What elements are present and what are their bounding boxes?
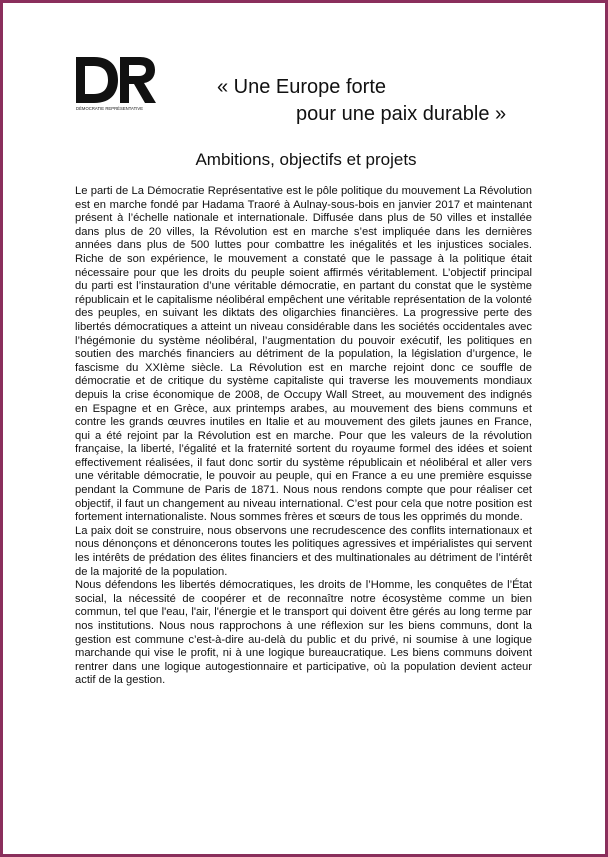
paragraph-1: Le parti de La Démocratie Représentative est le pôle politique du mouvement La Révolution est en marche fondé par Hadama Traoré à Aulnay-sous-bois en janvier 2017 et maintenant présent à l’échelle nationale et internationale. Diffusée dans plus de 50 villes et installée dans plus de 20 villes, la Révolution est en marche s’est impliquée dans les dernières années dans plus de 500 luttes pour combattre les inégalités et les injustices sociales. Riche de son expérience, le mouvement a constaté que le passage à la politique était nécessaire pour que les droits du peuple soient affirmés véritablement. L’objectif principal du parti est l’instauration d’une véritable démocratie, en partant du constat que le système républicain et le capitalisme néolibéral empêchent une véritable représentation de la volonté des peuples, en suivant les diktats des oligarchies financières. La progressive perte des libertés démocratiques a atteint un niveau considérable dans les sociétés occidentales avec l’hégémonie du système néolibéral, l’augmentation du pouvoir exécutif, les politiques en soutien des marchés financiers au détriment de la population, la législation d’urgence, le fascisme du XXIème siècle. La Révolution est en marche rejoint donc ce souffle de démocratie et de critique du système capitaliste qui traverse les mouvements mondiaux depuis la crise économique de 2008, de Occupy Wall Street, au mouvement des indignés en Espagne et en Grèce, aux printemps arabes, au mouvement des biens communs et contre les grands œuvres inutiles en Italie et au mouvement des gilets jaunes en France, qui a été rejoint par la Révolution est en marche. Pour que les valeurs de la révolution française, la liberté, l’égalité et la fraternité sortent du royaume formel des idées et soient effectivement réalisées, il faut donc sortir du système républicain et néolibéral et aller vers une véritable démocratie, le pouvoir au peuple, qui en France a eu une première esquisse pendant la Commune de Paris de 1871. Nous nous rendons compte que pour réaliser cet objectif, il faut un changement au niveau international. C’est pour cela que notre position est fortement internationaliste. Nous sommes frères et sœurs de tous les opprimés du monde. bbox=[75, 185, 532, 524]
logo-subtitle: DÉMOCRATIE REPRÉSENTATIVE bbox=[76, 106, 144, 111]
paragraph-3: Nous défendons les libertés démocratiques, les droits de l’Homme, les conquêtes de l’État social, la nécessité de coopérer et de reconnaître notre écosystème comme un bien commun, tel que l'eau, l'air, l'énergie et le transport qui doivent être gérés au long terme par nos institutions. Nous nous rapprochons à une réflexion sur les biens communs, dont la gestion est commune c’est-à-dire au-delà du public et du privé, ni soumise à une logique marchande qui vise le profit, ni à une logique bureaucratique. Les biens communs doivent rentrer dans une logique autogestionnaire et participative, où la population devient acteur actif de la gestion. bbox=[75, 579, 532, 687]
page-title-line2: pour une paix durable » bbox=[296, 103, 507, 125]
paragraph-2: La paix doit se construire, nous observons une recrudescence des conflits internationaux et nous dénonçons et dénoncerons toutes les politiques agressives et impérialistes qui servent les intérêts de prédation des élites financiers et des multinationales au détriment de l’intérêt de la majorité de la population. bbox=[75, 524, 532, 578]
page-title-line1: « Une Europe forte bbox=[217, 76, 386, 98]
body-text bbox=[75, 185, 532, 688]
section-subtitle: Ambitions, objectifs et projets bbox=[195, 150, 417, 169]
